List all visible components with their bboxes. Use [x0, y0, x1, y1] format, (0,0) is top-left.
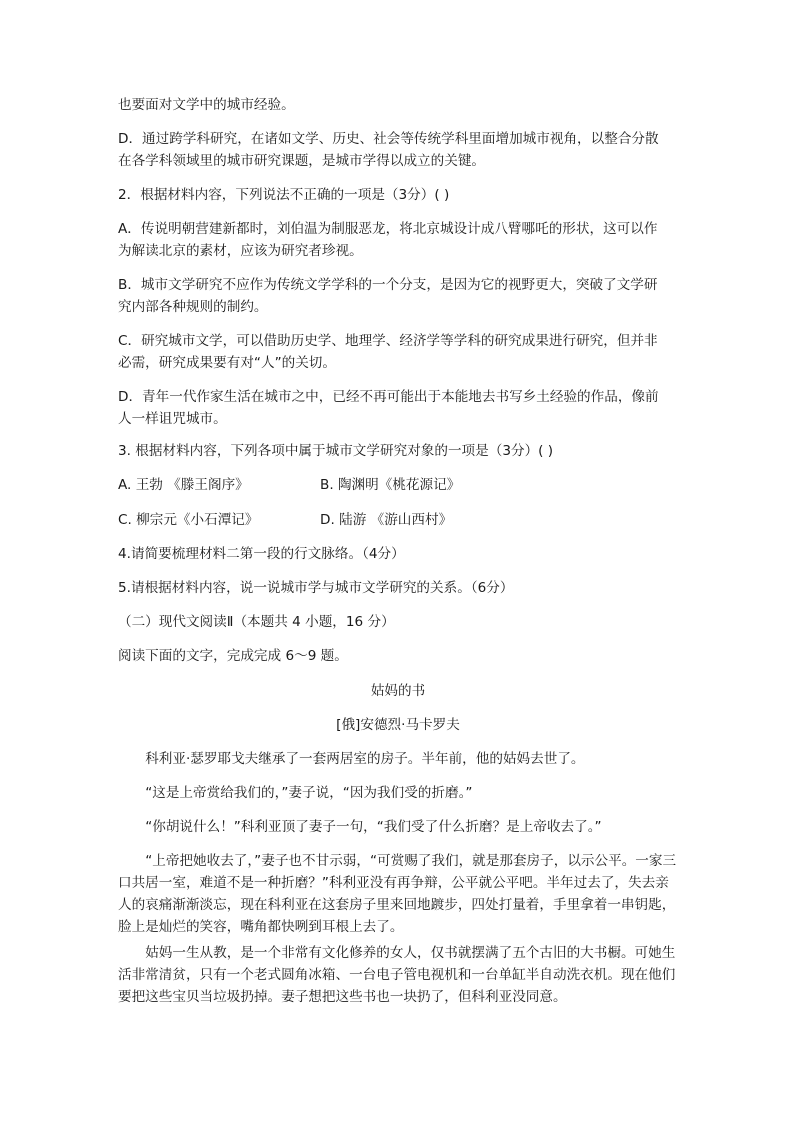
q2-option-c-line-2: 必需，研究成果要有对“人”的关切。 — [118, 355, 336, 371]
q2-option-b-line-1: B．城市文学研究不应作为传统文学学科的一个分支，是因为它的视野更大，突破了文学研 — [118, 277, 658, 293]
q2-option-a-line-2: 为解读北京的素材，应该为研究者珍视。 — [118, 243, 363, 259]
q2-option-d-line-1: D．青年一代作家生活在城市之中，已经不再可能出于本能地去书写乡土经验的作品，像前 — [118, 389, 659, 405]
q2-option-c-line-1: C．研究城市文学，可以借助历史学、地理学、经济学等学科的研究成果进行研究，但并非 — [118, 333, 658, 349]
q2-option-b-line-2: 究内部各种规则的制约。 — [118, 299, 268, 315]
story-paragraph: 姑妈一生从教，是一个非常有文化修养的女人，仅书就摆满了五个古旧的大书橱。可她生活非常清贫，只有一个老式圆角冰箱、一台电子管电视机和一台单缸半自动洗衣机。现在他们要把这些宝贝当垃圾扔掉。妻子想把这些书也一块扔了，但科利亚没同意。 — [118, 945, 676, 1005]
q3-option-b: B. 陶渊明《桃花源记》 — [320, 477, 461, 493]
story-title: 姑妈的书 — [370, 683, 426, 699]
question-2: 2．根据材料内容，下列说法不正确的一项是（3分）( ) — [118, 187, 450, 203]
story-author: [俄]安德烈·马卡罗夫 — [336, 717, 460, 733]
story-paragraph: “你胡说什么！”科利亚顶了妻子一句，“我们受了什么折磨？是上帝收去了。” — [145, 819, 602, 835]
text-line: 也要面对文学中的城市经验。 — [118, 97, 295, 113]
story-paragraph: 科利亚·瑟罗耶戈夫继承了一套两居室的房子。半年前，他的姑妈去世了。 — [145, 751, 585, 767]
q3-option-c: C. 柳宗元《小石潭记》 — [118, 512, 259, 528]
section-heading: （二）现代文阅读Ⅱ（本题共 4 小题，16 分） — [118, 614, 395, 630]
q3-option-a: A. 王勃 《滕王阁序》 — [118, 477, 249, 493]
question-4: 4.请简要梳理材料二第一段的行文脉络。（4分） — [118, 546, 405, 562]
question-5: 5.请根据材料内容，说一说城市学与城市文学研究的关系。（6分） — [118, 580, 514, 596]
story-paragraph: “这是上帝赏给我们的，”妻子说，“因为我们受的折磨。” — [145, 785, 473, 801]
q2-option-a-line-1: A．传说明朝营建新都时，刘伯温为制服恶龙，将北京城设计成八臂哪吒的形状，这可以作 — [118, 221, 658, 237]
story-paragraph: “上帝把她收去了，”妻子也不甘示弱，“可赏赐了我们，就是那套房子，以示公平。一家三口共居一室，难道不是一种折磨？”科利亚没有再争辩，公平就公平吧。半年过去了，失去亲人的哀痛渐渐淡忘，现在科利亚在这套房子里来回地踱步，四处打量着，手里拿着一串钥匙，脸上是灿烂的笑容，嘴角都快咧到耳根上去了。 — [118, 853, 677, 935]
reading-instructions: 阅读下面的文字，完成完成 6～9 题。 — [118, 648, 348, 664]
option-d-line-2: 在各学科领域里的城市研究课题，是城市学得以成立的关键。 — [118, 153, 486, 169]
q2-option-d-line-2: 人一样诅咒城市。 — [118, 411, 227, 427]
q3-option-d: D. 陆游 《游山西村》 — [320, 512, 453, 528]
option-d-line-1: D．通过跨学科研究，在诸如文学、历史、社会等传统学科里面增加城市视角，以整合分散 — [118, 131, 659, 147]
question-3: 3. 根据材料内容，下列各项中属于城市文学研究对象的一项是（3分）( ) — [118, 443, 554, 459]
